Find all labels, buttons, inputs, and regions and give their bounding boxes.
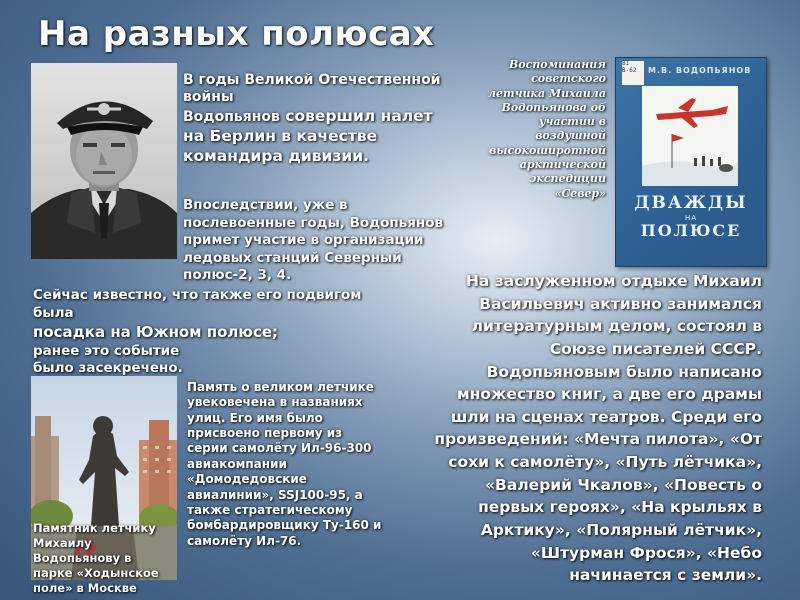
south-pole-line4: ранее это событие было засекречено.	[33, 342, 183, 377]
slide-title: На разных полюсах	[38, 14, 435, 54]
war-text-line1: В годы Великой Отечественной войны	[183, 72, 441, 106]
sticker-line2: В-62	[622, 66, 637, 74]
postwar-text: Впоследствии, уже в послевоенные годы, Водопьянов примет участие в организации ледовых станций Северный полюс-2, 3, 4.	[183, 197, 444, 284]
book-title-na: НА	[684, 214, 698, 222]
book-caption: Воспоминания советского летчика Михаила Водопьянова об участии в воздушной высокоширотной арктической экспедиции «Север»	[488, 58, 606, 200]
book-cover	[615, 57, 767, 267]
literary-text: На заслуженном отдыхе Михаил Васильевич активно занимался литературным делом, состоял в Союзе писателей СССР. Водопьяновым было написано множество книг, а две его драмы шли на сценах театров. Среди его произведений: «Мечта пилота», «От сохи к самолёту», «Путь лётчика», «Валерий Чкалов», «Повесть о первых героях», «На крыльях в Арктику», «Полярный лётчик», «Штурман Фрося», «Небо начинается с земли».	[434, 272, 762, 585]
book-title-top: ДВАЖДЫ	[634, 193, 748, 213]
war-text-name: Водопьянов	[183, 109, 280, 126]
book-title-bottom: ПОЛЮСЕ	[640, 221, 742, 240]
portrait-photo	[31, 63, 177, 259]
war-text-line2: совершил налет на Берлин в качестве командира дивизии.	[183, 107, 433, 166]
book-illustration	[642, 86, 738, 186]
south-pole-text	[33, 287, 403, 378]
library-sticker	[622, 61, 644, 85]
memory-text: Память о великом летчике увековечена в названиях улиц. Его имя было присвоено первому из серии самолёту Ил-96-300 авиакомпании «Домодедовские авиалинии», SSJ100-95, а также стратегическому бомбардировщику Ту-160 и самолёту Ил-76.	[187, 380, 382, 548]
book-author: М.В. ВОДОПЬЯНОВ	[648, 66, 752, 75]
south-pole-line1: Сейчас известно, что также его подвигом была	[33, 287, 362, 321]
monument-caption: Памятник летчику Михаилу Водопьянову в парке «Ходынское поле» в Москве	[33, 521, 159, 595]
south-pole-semicolon: ;	[272, 323, 279, 342]
south-pole-line2: посадка на Южном полюсе	[33, 323, 273, 342]
war-text	[183, 72, 455, 166]
sticker-line1: 81	[622, 60, 630, 67]
